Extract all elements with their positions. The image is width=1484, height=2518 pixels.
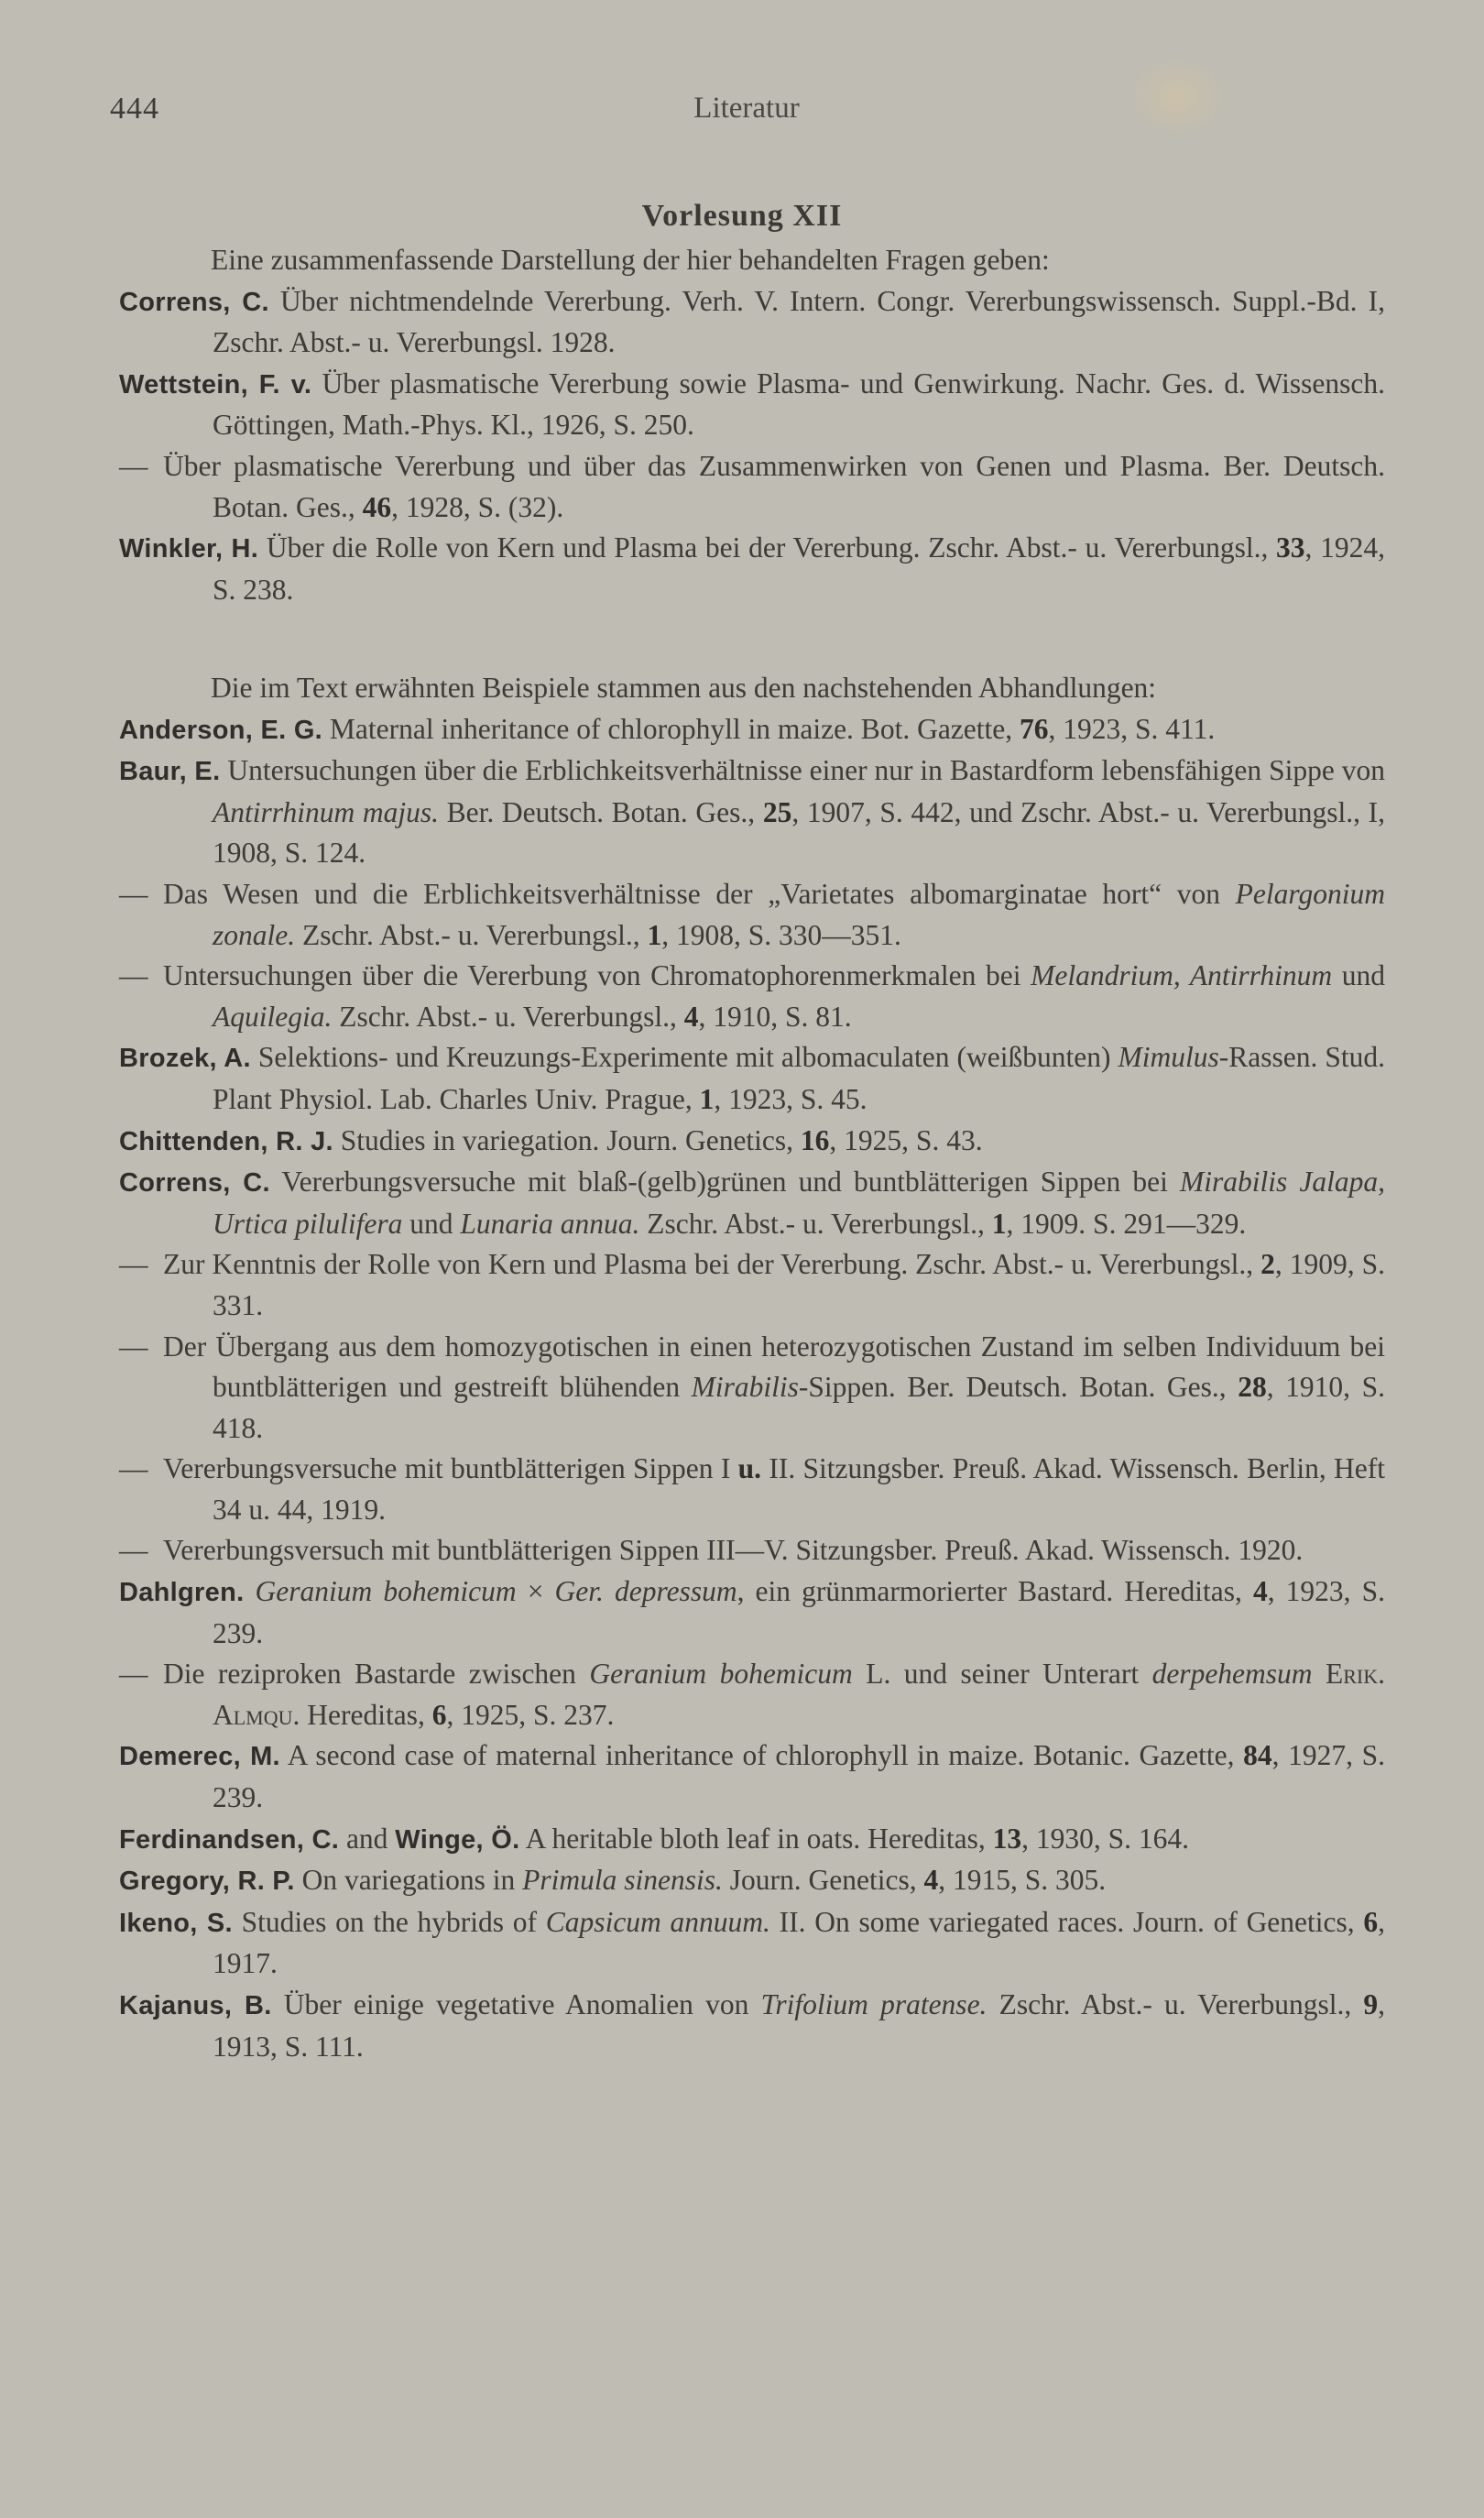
volume-number: 25	[762, 795, 792, 828]
reference-author: Kajanus, B.	[119, 1991, 272, 2020]
species-name: Primula sinensis.	[522, 1864, 723, 1897]
species-name: derpehemsum	[1151, 1658, 1313, 1691]
reference-text: , 1927, S. 239.	[213, 1739, 1385, 1814]
reference-text: -Rassen. Stud. Plant Physiol. Lab. Charles Univ. Prague,	[213, 1041, 1385, 1115]
reference-text: , 1928, S. (32).	[391, 490, 564, 523]
reference-text: und	[409, 1207, 453, 1240]
reference-text: , 1909. S. 291—329.	[1006, 1207, 1247, 1240]
reference-entry	[119, 956, 1385, 1037]
reference-entry	[119, 1571, 1385, 1654]
examples-block	[119, 668, 1385, 2067]
species-name: Melandrium, Antirrhinum	[1031, 959, 1333, 992]
bold-conjunction: u.	[737, 1452, 762, 1485]
reference-entry	[119, 1327, 1385, 1450]
cross-symbol: ×	[527, 1575, 544, 1608]
reference-text: , 1909, S. 331.	[213, 1248, 1385, 1321]
species-name: Geranium bohemicum	[589, 1658, 853, 1691]
reference-entry	[119, 446, 1385, 528]
reference-text: Ber. Deutsch. Botan. Ges.,	[446, 795, 756, 828]
reference-entry	[119, 709, 1385, 751]
reference-text: II. On some variegated races. Journ. of Genetics,	[779, 1905, 1355, 1938]
reference-text: Selektions- und Kreuzungs-Experimente mit albomaculaten (weißbunten)	[257, 1041, 1111, 1074]
reference-text: Zschr. Abst.- u. Vererbungsl.,	[647, 1207, 985, 1240]
authority-name: Erik. Almqu.	[213, 1658, 1386, 1731]
ditto-dash: —	[119, 1534, 148, 1567]
volume-number: 4	[1252, 1575, 1268, 1608]
section-title: Vorlesung XII	[641, 199, 843, 233]
reference-text: und	[1341, 959, 1386, 992]
volume-number: 13	[992, 1822, 1022, 1855]
reference-text: II. Sitzungsber. Preuß. Akad. Wissensch. Berlin, Heft 34 u. 44, 1919.	[213, 1452, 1386, 1526]
species-name: Ger. depressum	[554, 1575, 737, 1608]
reference-text: , ein grünmarmorierter Bastard. Hereditas,	[737, 1575, 1242, 1608]
page-header	[110, 92, 1383, 137]
reference-entry	[119, 364, 1385, 446]
volume-number: 6	[431, 1698, 447, 1731]
ditto-dash: —	[119, 449, 148, 482]
reference-text: , 1925, S. 237.	[446, 1698, 615, 1731]
reference-text: , 1910, S. 81.	[698, 1000, 852, 1033]
reference-author: Dahlgren.	[119, 1578, 245, 1608]
reference-text: Studies on the hybrids of	[241, 1905, 538, 1938]
volume-number: 1	[991, 1207, 1007, 1240]
reference-entry	[119, 874, 1385, 956]
reference-entry	[119, 1244, 1385, 1326]
reference-text: On variegations in	[301, 1864, 516, 1897]
volume-number: 84	[1243, 1739, 1272, 1772]
species-name: Mirabilis Jalapa, Urtica pilulifera	[213, 1166, 1385, 1240]
species-name: Mirabilis	[691, 1371, 799, 1404]
reference-entry	[119, 1985, 1385, 2067]
reference-entry	[119, 1902, 1385, 1985]
reference-text: Zschr. Abst.- u. Vererbungsl.,	[302, 918, 640, 951]
examples-intro: Die im Text erwähnten Beispiele stammen aus den nachstehenden Abhandlungen:	[211, 672, 1157, 704]
ditto-dash: —	[119, 1452, 148, 1485]
reference-entry	[119, 1121, 1385, 1163]
volume-number: 16	[800, 1123, 830, 1156]
ditto-dash: —	[119, 877, 148, 910]
reference-text: Hereditas,	[307, 1698, 425, 1731]
reference-author: Ferdinandsen, C.	[119, 1824, 340, 1855]
reference-author: Gregory, R. P.	[119, 1867, 295, 1897]
volume-number: 1	[699, 1082, 715, 1115]
reference-entry	[119, 528, 1385, 610]
reference-text: Über plasmatische Vererbung sowie Plasma- und Genwirkung. Nachr. Ges. d. Wissensch. Göttingen, Math.-Phys. Kl., 1926, S. 250.	[213, 367, 1385, 442]
reference-author: Chittenden, R. J.	[119, 1126, 333, 1156]
reference-text: Vererbungsversuch mit buntblätterigen Sippen III—V. Sitzungsber. Preuß. Akad. Wissensch. 1920.	[163, 1534, 1304, 1567]
reference-text: and	[345, 1822, 388, 1855]
reference-entry	[119, 1530, 1385, 1571]
reference-text: Der Übergang aus dem homozygotischen in einen heterozygotischen Zustand im selben Individuum bei buntblätterigen und gestreift blühenden	[163, 1330, 1385, 1404]
reference-text: , 1930, S. 164.	[1021, 1822, 1189, 1855]
reference-author: Demerec, M.	[119, 1742, 280, 1772]
reference-text: , 1913, S. 111.	[213, 1988, 1386, 2063]
page-number: 444	[110, 92, 159, 126]
volume-number: 46	[362, 490, 392, 523]
volume-number: 9	[1363, 1988, 1379, 2020]
ditto-dash: —	[119, 959, 148, 992]
species-name: Mimulus	[1118, 1041, 1219, 1074]
reference-entry	[119, 1819, 1385, 1861]
species-name: Pelargonium zonale.	[213, 877, 1385, 951]
volume-number: 76	[1020, 712, 1049, 745]
reference-text: Das Wesen und die Erblichkeitsverhältnisse der „Varietates albomarginatae hort“ von	[163, 877, 1220, 910]
reference-entry	[119, 1654, 1385, 1735]
reference-text: , 1923, S. 45.	[714, 1082, 867, 1115]
reference-author: Anderson, E. G.	[119, 715, 323, 745]
reference-author: Baur, E.	[119, 757, 221, 787]
reference-text: , 1908, S. 330—351.	[661, 918, 901, 951]
volume-number: 1	[647, 918, 662, 951]
reference-entry	[119, 281, 1385, 364]
reference-text: , 1917.	[213, 1905, 1386, 1980]
reference-entry	[119, 750, 1385, 874]
reference-text: , 1925, S. 43.	[829, 1123, 983, 1156]
volume-number: 4	[683, 1000, 699, 1033]
reference-text: Vererbungsversuche mit blaß-(gelb)grünen und buntblätterigen Sippen bei	[281, 1166, 1168, 1199]
volume-number: 33	[1276, 531, 1305, 564]
species-name: Lunaria annua.	[460, 1207, 640, 1240]
reference-text: , 1910, S. 418.	[213, 1371, 1386, 1444]
reference-entry	[119, 1162, 1385, 1244]
reference-text: -Sippen. Ber. Deutsch. Botan. Ges.,	[798, 1371, 1227, 1404]
reference-text: , 1924, S. 238.	[213, 531, 1385, 606]
species-name: Trifolium pratense.	[760, 1988, 988, 2020]
reference-author: Wettstein, F. v.	[119, 369, 312, 400]
species-name: Capsicum annuum.	[545, 1905, 770, 1938]
reference-text: Untersuchungen über die Vererbung von Chromatophorenmerkmalen bei	[163, 959, 1021, 992]
volume-number: 4	[923, 1864, 939, 1897]
reference-text: Journ. Genetics,	[729, 1864, 917, 1897]
reference-text: L. und seiner Unterart	[866, 1658, 1140, 1691]
species-name: Geranium bohemicum	[255, 1575, 517, 1608]
ditto-dash: —	[119, 1658, 148, 1691]
volume-number: 28	[1238, 1371, 1267, 1404]
reference-author: Ikeno, S.	[119, 1908, 233, 1938]
reference-text: , 1907, S. 442, und Zschr. Abst.- u. Vererbungsl., I, 1908, S. 124.	[213, 795, 1386, 870]
reference-author: Winge, Ö.	[395, 1824, 520, 1855]
species-name: Antirrhinum majus.	[213, 795, 439, 828]
reference-author: Correns, C.	[119, 287, 269, 317]
reference-entry	[119, 1860, 1385, 1902]
reference-text: Über einige vegetative Anomalien von	[283, 1988, 749, 2020]
reference-author: Brozek, A.	[119, 1044, 251, 1074]
reference-text: Zschr. Abst.- u. Vererbungsl.,	[998, 1988, 1352, 2020]
reference-text: Zschr. Abst.- u. Vererbungsl.,	[339, 1000, 677, 1033]
reference-text: Vererbungsversuche mit buntblätterigen Sippen I	[163, 1452, 731, 1485]
reference-text: Maternal inheritance of chlorophyll in maize. Bot. Gazette,	[329, 712, 1013, 745]
species-name: Aquilegia.	[213, 1000, 333, 1033]
reference-text: Über nichtmendelnde Vererbung. Verh. V. Intern. Congr. Vererbungswissensch. Suppl.-Bd. I, Zschr. Abst.- u. Vererbungsl. 1928.	[213, 284, 1385, 359]
reference-entry	[119, 1735, 1385, 1818]
ditto-dash: —	[119, 1330, 148, 1363]
reference-text: Die reziproken Bastarde zwischen	[163, 1658, 576, 1691]
reference-text: Über plasmatische Vererbung und über das Zusammenwirken von Genen und Plasma. Ber. Deutsch. Botan. Ges.,	[163, 449, 1385, 523]
ditto-dash: —	[119, 1248, 148, 1281]
running-head: Literatur	[693, 92, 800, 125]
reference-entry	[119, 1037, 1385, 1120]
reference-text: Untersuchungen über die Erblichkeitsverhältnisse einer nur in Bastardform lebensfähigen Sippe von	[227, 754, 1386, 787]
reference-author: Winkler, H.	[119, 534, 259, 564]
reference-text: Über die Rolle von Kern und Plasma bei der Vererbung. Zschr. Abst.- u. Vererbungsl.,	[266, 531, 1269, 564]
reference-text: Zur Kenntnis der Rolle von Kern und Plasma bei der Vererbung. Zschr. Abst.- u. Vererbungsl.,	[163, 1248, 1254, 1281]
reference-author: Correns, C.	[119, 1168, 270, 1199]
reference-text: Studies in variegation. Journ. Genetics,	[340, 1123, 794, 1156]
reference-text: , 1923, S. 411.	[1048, 712, 1216, 745]
volume-number: 6	[1363, 1905, 1379, 1938]
reference-text: A second case of maternal inheritance of chlorophyll in maize. Botanic. Gazette,	[287, 1739, 1235, 1772]
reference-text: , 1915, S. 305.	[938, 1864, 1107, 1897]
summary-intro: Eine zusammenfassende Darstellung der hier behandelten Fragen geben:	[211, 244, 1050, 276]
reference-text: , 1923, S. 239.	[213, 1575, 1386, 1649]
volume-number: 2	[1260, 1248, 1275, 1281]
summary-block	[119, 240, 1385, 610]
reference-entry	[119, 1449, 1385, 1530]
reference-text: A heritable bloth leaf in oats. Hereditas,	[525, 1822, 986, 1855]
